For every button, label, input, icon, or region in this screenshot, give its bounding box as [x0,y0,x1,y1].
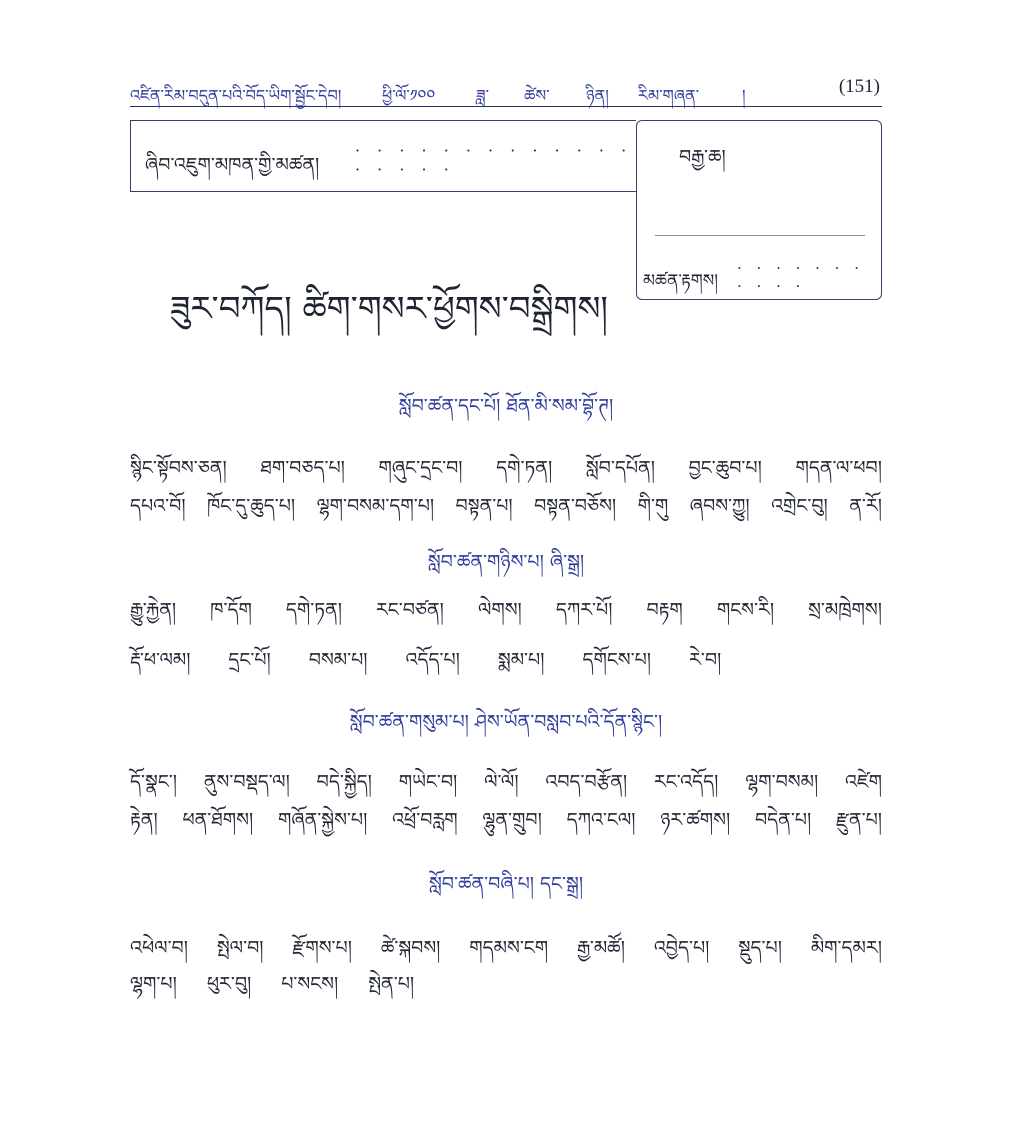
word: བརྟག [646,599,683,621]
page-title: ཟུར་བཀོད། ཚིག་གསར་ཕྱོགས་བསྒྲིགས། [170,289,608,329]
section-title-1: སློབ་ཚན་དང་པོ། ཐོན་མི་སམ་བྷོ་ཊ། [398,395,614,417]
word: བསྟན་བཅོས། [534,495,617,517]
word: དགེ་ཏན། [496,457,553,479]
word: དྲང་པོ། [228,649,271,671]
word: རྫོགས་པ། [292,937,352,959]
section-4-line-2 [130,962,882,1016]
word: རེ་བ། [689,649,722,671]
section-1-line-2 [130,484,882,538]
section-3-line-2 [130,798,882,852]
word: དཀར་པོ། [555,599,613,621]
header-month: ཟླ་ [476,86,489,105]
signature-dots: · · · · · · · · · · · [737,259,864,295]
word: གཞུང་དྲང་བ། [378,457,463,479]
word: རྡོ་ཕ་ལམ། [130,649,191,671]
word: ཁ་དོག [210,599,252,621]
word: གདན་ལ་ཕབ། [795,457,882,479]
word: གཡེང་བ། [398,771,458,793]
word: སྤེན་པ། [368,973,415,995]
header-year: ཕྱི་ལོ་༡༠༠ [382,86,436,105]
word: སྙིང་སྟོབས་ཅན། [130,457,227,479]
word: ལེ་ལོ། [484,771,519,793]
word: འཛེག [845,771,882,793]
header-other: རིམ་གཞན་ [638,86,700,105]
word: ཚེ་སྐབས། [380,937,441,959]
section-title-4: སློབ་ཚན་བཞི་པ། དང་སྒྲ། [428,873,584,895]
word: ཕུར་བུ། [206,973,252,995]
word: མིག་དམར། [810,937,882,959]
score-label: བརྒྱ་ཆ། [679,146,726,168]
word: ཞབས་ཀྱུ། [689,495,750,517]
word: ནུས་བསྡད་ལ། [203,771,290,793]
word: དགོངས་པ། [582,649,651,671]
word: གཞོན་སྐྱེས་པ། [277,809,368,831]
reviewer-name-box [130,120,636,192]
running-header [130,72,882,107]
word: ལེགས། [477,599,522,621]
word: སྨམ་པ། [497,649,545,671]
word: ལྷག་བསམ། [745,771,819,793]
word: བསྟན་པ། [455,495,513,517]
word: དཀའ་ངལ། [566,809,636,831]
word: ལྷུན་གྲུབ། [482,809,542,831]
word: རང་འདོད། [653,771,719,793]
word: རྒྱུ་རྐྱེན། [130,599,177,621]
word: དོ་སྣང་། [130,771,177,793]
word: འཕེལ་བ། [130,937,188,959]
word: གདམས་ངག [469,937,549,959]
word: འཕྲོ་བརླག [392,809,458,831]
word: འདོད་པ། [405,649,460,671]
word: འབྱེད་པ། [653,937,710,959]
word: རྒྱ་མཚོ། [577,937,625,959]
score-box [636,120,882,300]
section-title-2: སློབ་ཚན་གཉིས་པ། ཞི་སྒྲ། [427,551,585,573]
word: སྡུད་པ། [738,937,782,959]
word: གི་གུ [637,495,669,517]
word: རྫུན་པ། [835,809,882,831]
section-2-line-2 [130,638,882,692]
word: སློབ་དཔོན། [585,457,655,479]
signature-label: མཚན་རྟགས། [643,271,718,291]
header-day: ཉིན། [586,86,609,105]
word: ཐག་བཅད་པ། [260,457,345,479]
word: རང་བཙན། [375,599,444,621]
word: དགེ་ཏན། [285,599,342,621]
word: པ་སངས། [281,973,339,995]
word: ཕན་ཐོགས། [182,809,254,831]
word: ལྷག་པ། [130,973,177,995]
word: བསམ་པ། [308,649,368,671]
word: བྱང་ཆུབ་པ། [688,457,762,479]
header-book-title: འཛིན་རིམ་བདུན་པའི་བོད་ཡིག་སྦྱོང་དེབ། [130,86,342,105]
page-number: (151) [838,76,880,97]
word: དཔའ་བོ། [130,495,186,517]
word: སྲ་མཁྲེགས། [808,599,882,621]
word: ན་རོ། [849,495,882,517]
section-title-3: སློབ་ཚན་གསུམ་པ། ཤེས་ཡོན་བསླབ་པའི་དོན་སྙིང་། [349,711,663,733]
header-shad: ། [742,86,746,105]
word: ཁོང་དུ་ཆུད་པ། [206,495,296,517]
word: ལྷག་བསམ་དག་པ། [316,495,435,517]
word: འགྲེང་བུ། [771,495,828,517]
reviewer-name-dots: · · · · · · · · · · · · · · · · · · [355,141,633,179]
reviewer-name-label: ཞིབ་འཇུག་མཁན་གྱི་མཚན། [145,154,320,176]
word: གངས་རི། [716,599,775,621]
word: འབད་བརྩོན། [545,771,628,793]
header-day-of-month: ཚེས་ [524,86,550,105]
score-line [655,235,865,236]
word: བདེ་སྐྱིད། [316,771,372,793]
word: བདེན་པ། [754,809,812,831]
word: རྟེན། [130,809,158,831]
section-2-line-1 [130,588,882,642]
word: ཉར་ཚགས། [660,809,731,831]
word: སྤེལ་བ། [216,937,264,959]
